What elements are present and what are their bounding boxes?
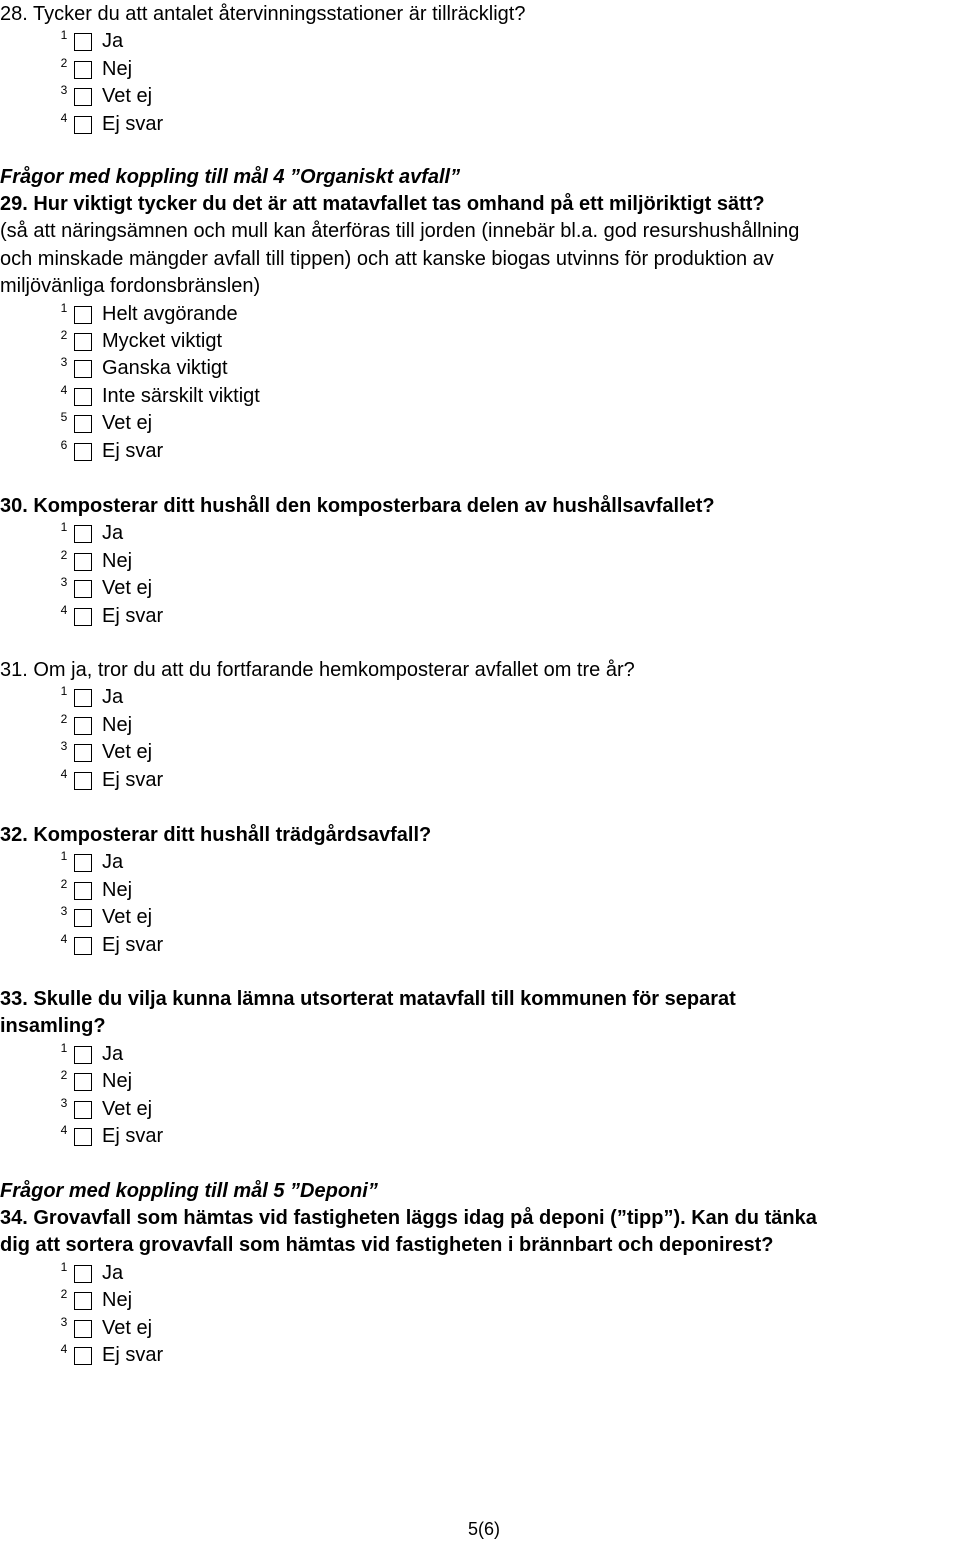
- answer-option[interactable]: [0, 712, 960, 739]
- checkbox[interactable]: [74, 608, 92, 626]
- answer-option[interactable]: [0, 767, 960, 794]
- checkbox[interactable]: [74, 1073, 92, 1091]
- option-label: Mycket viktigt: [102, 329, 223, 352]
- answer-option[interactable]: [0, 603, 960, 630]
- question-34: [0, 1205, 960, 1369]
- option-number: 2: [60, 547, 68, 562]
- checkbox[interactable]: [74, 61, 92, 79]
- checkbox[interactable]: [74, 909, 92, 927]
- checkbox[interactable]: [74, 443, 92, 461]
- option-number: 1: [60, 300, 68, 315]
- option-label: Ja: [102, 851, 124, 874]
- option-label: Ej svar: [102, 112, 164, 135]
- option-label: Nej: [102, 878, 133, 901]
- option-number: 4: [60, 766, 68, 781]
- checkbox[interactable]: [74, 88, 92, 106]
- option-label: Nej: [102, 1070, 133, 1093]
- option-number: 1: [60, 1259, 68, 1274]
- option-label: Ja: [102, 686, 124, 709]
- option-label: Nej: [102, 549, 133, 572]
- answer-option[interactable]: [0, 1123, 960, 1150]
- option-number: 1: [60, 28, 68, 43]
- page-number: 5(6): [467, 1519, 500, 1539]
- question-note-line: (så att näringsämnen och mull kan återföras till jorden (innebär bl.a. god resurshushållning: [0, 220, 800, 243]
- answer-option[interactable]: [0, 111, 960, 138]
- option-label: Vet ej: [102, 1097, 153, 1120]
- checkbox[interactable]: [74, 553, 92, 571]
- answer-option[interactable]: [0, 1287, 960, 1314]
- option-label: Ej svar: [102, 933, 164, 956]
- checkbox[interactable]: [74, 360, 92, 378]
- question-33: [0, 986, 960, 1150]
- answer-option[interactable]: [0, 849, 960, 876]
- checkbox[interactable]: [74, 744, 92, 762]
- option-number: 3: [60, 1314, 68, 1329]
- option-label: Ganska viktigt: [102, 357, 228, 380]
- option-label: Ej svar: [102, 604, 164, 627]
- question-28: [0, 1, 960, 138]
- section-title: Frågor med koppling till mål 4 ”Organiskt avfall”: [0, 166, 461, 188]
- answer-option[interactable]: [0, 410, 960, 437]
- checkbox[interactable]: [74, 333, 92, 351]
- checkbox[interactable]: [74, 689, 92, 707]
- section-heading-goal-4: [0, 164, 960, 191]
- option-label: Vet ej: [102, 412, 153, 435]
- option-label: Ja: [102, 1261, 124, 1284]
- option-number: 4: [60, 602, 68, 617]
- answer-option[interactable]: [0, 904, 960, 931]
- question-title: 32. Komposterar ditt hushåll trädgårdsavfall?: [0, 824, 432, 846]
- answer-option[interactable]: [0, 932, 960, 959]
- option-number: 1: [60, 520, 68, 535]
- checkbox[interactable]: [74, 1128, 92, 1146]
- option-number: 3: [60, 904, 68, 919]
- question-title-line: 33. Skulle du vilja kunna lämna utsorterat matavfall till kommunen för separat: [0, 988, 736, 1010]
- option-number: 4: [60, 1341, 68, 1356]
- question-title: 28. Tycker du att antalet återvinningsstationer är tillräckligt?: [0, 3, 526, 25]
- answer-option[interactable]: [0, 1041, 960, 1068]
- option-label: Vet ej: [102, 85, 153, 108]
- checkbox[interactable]: [74, 306, 92, 324]
- option-label: Ja: [102, 30, 124, 53]
- answer-option[interactable]: [0, 575, 960, 602]
- question-30: [0, 493, 960, 630]
- option-label: Vet ej: [102, 577, 153, 600]
- option-number: 3: [60, 1095, 68, 1110]
- checkbox[interactable]: [74, 415, 92, 433]
- section-title: Frågor med koppling till mål 5 ”Deponi”: [0, 1180, 378, 1202]
- checkbox[interactable]: [74, 388, 92, 406]
- option-number: 2: [60, 1287, 68, 1302]
- answer-option[interactable]: [0, 1096, 960, 1123]
- question-title-line: dig att sortera grovavfall som hämtas vid fastigheten i brännbart och deponirest?: [0, 1234, 774, 1257]
- answer-option[interactable]: [0, 328, 960, 355]
- option-number: 5: [60, 410, 68, 425]
- option-label: Ej svar: [102, 1343, 164, 1366]
- option-label: Helt avgörande: [102, 302, 238, 325]
- option-label: Ja: [102, 522, 124, 545]
- checkbox[interactable]: [74, 854, 92, 872]
- option-number: 2: [60, 55, 68, 70]
- option-label: Vet ej: [102, 741, 153, 764]
- checkbox[interactable]: [74, 1101, 92, 1119]
- option-number: 3: [60, 83, 68, 98]
- option-label: Inte särskilt viktigt: [102, 384, 260, 407]
- option-label: Ej svar: [102, 768, 164, 791]
- checkbox[interactable]: [74, 580, 92, 598]
- option-label: Ja: [102, 1042, 124, 1065]
- option-label: Vet ej: [102, 1316, 153, 1339]
- question-29: [0, 191, 960, 465]
- question-title: 30. Komposterar ditt hushåll den komposterbara delen av hushållsavfallet?: [0, 495, 715, 517]
- answer-option[interactable]: [0, 56, 960, 83]
- option-number: 6: [60, 437, 68, 452]
- answer-option[interactable]: [0, 28, 960, 55]
- checkbox[interactable]: [74, 937, 92, 955]
- question-title-line: 34. Grovavfall som hämtas vid fastigheten läggs idag på deponi (”tipp”). Kan du tänka: [0, 1207, 817, 1229]
- option-number: 4: [60, 110, 68, 125]
- answer-option[interactable]: [0, 739, 960, 766]
- answer-option[interactable]: [0, 1068, 960, 1095]
- answer-option[interactable]: [0, 83, 960, 110]
- answer-option[interactable]: [0, 877, 960, 904]
- question-note-line: och minskade mängder avfall till tippen) och att kanske biogas utvinns för produktion av: [0, 247, 774, 270]
- answer-option[interactable]: [0, 301, 960, 328]
- checkbox[interactable]: [74, 772, 92, 790]
- option-number: 3: [60, 355, 68, 370]
- option-number: 2: [60, 876, 68, 891]
- option-label: Nej: [102, 713, 133, 736]
- checkbox[interactable]: [74, 1347, 92, 1365]
- checkbox[interactable]: [74, 717, 92, 735]
- option-label: Nej: [102, 1289, 133, 1312]
- option-number: 3: [60, 739, 68, 754]
- answer-option[interactable]: [0, 1342, 960, 1369]
- option-number: 2: [60, 711, 68, 726]
- checkbox[interactable]: [74, 1320, 92, 1338]
- answer-option[interactable]: [0, 1315, 960, 1342]
- answer-option[interactable]: [0, 548, 960, 575]
- option-number: 4: [60, 931, 68, 946]
- checkbox[interactable]: [74, 1046, 92, 1064]
- section-heading-goal-5: [0, 1178, 960, 1205]
- option-label: Ej svar: [102, 1124, 164, 1147]
- option-label: Ej svar: [102, 439, 164, 462]
- answer-option[interactable]: [0, 684, 960, 711]
- answer-option[interactable]: [0, 520, 960, 547]
- option-number: 1: [60, 1040, 68, 1055]
- answer-option[interactable]: [0, 438, 960, 465]
- checkbox[interactable]: [74, 1265, 92, 1283]
- option-label: Vet ej: [102, 906, 153, 929]
- option-number: 4: [60, 382, 68, 397]
- option-number: 2: [60, 1068, 68, 1083]
- option-number: 3: [60, 575, 68, 590]
- option-number: 1: [60, 849, 68, 864]
- question-title: 29. Hur viktigt tycker du det är att matavfallet tas omhand på ett miljöriktigt sätt?: [0, 193, 765, 215]
- question-title: 31. Om ja, tror du att du fortfarande hemkomposterar avfallet om tre år?: [0, 659, 635, 681]
- answer-option[interactable]: [0, 1260, 960, 1287]
- option-number: 1: [60, 684, 68, 699]
- question-note-line: miljövänliga fordonsbränslen): [0, 275, 261, 298]
- question-title-line: insamling?: [0, 1015, 106, 1038]
- checkbox[interactable]: [74, 1292, 92, 1310]
- checkbox[interactable]: [74, 882, 92, 900]
- checkbox[interactable]: [74, 116, 92, 134]
- option-number: 4: [60, 1122, 68, 1137]
- checkbox[interactable]: [74, 525, 92, 543]
- answer-option[interactable]: [0, 383, 960, 410]
- checkbox[interactable]: [74, 33, 92, 51]
- option-label: Nej: [102, 57, 133, 80]
- question-31: [0, 657, 960, 794]
- question-32: [0, 822, 960, 959]
- option-number: 2: [60, 327, 68, 342]
- answer-option[interactable]: [0, 355, 960, 382]
